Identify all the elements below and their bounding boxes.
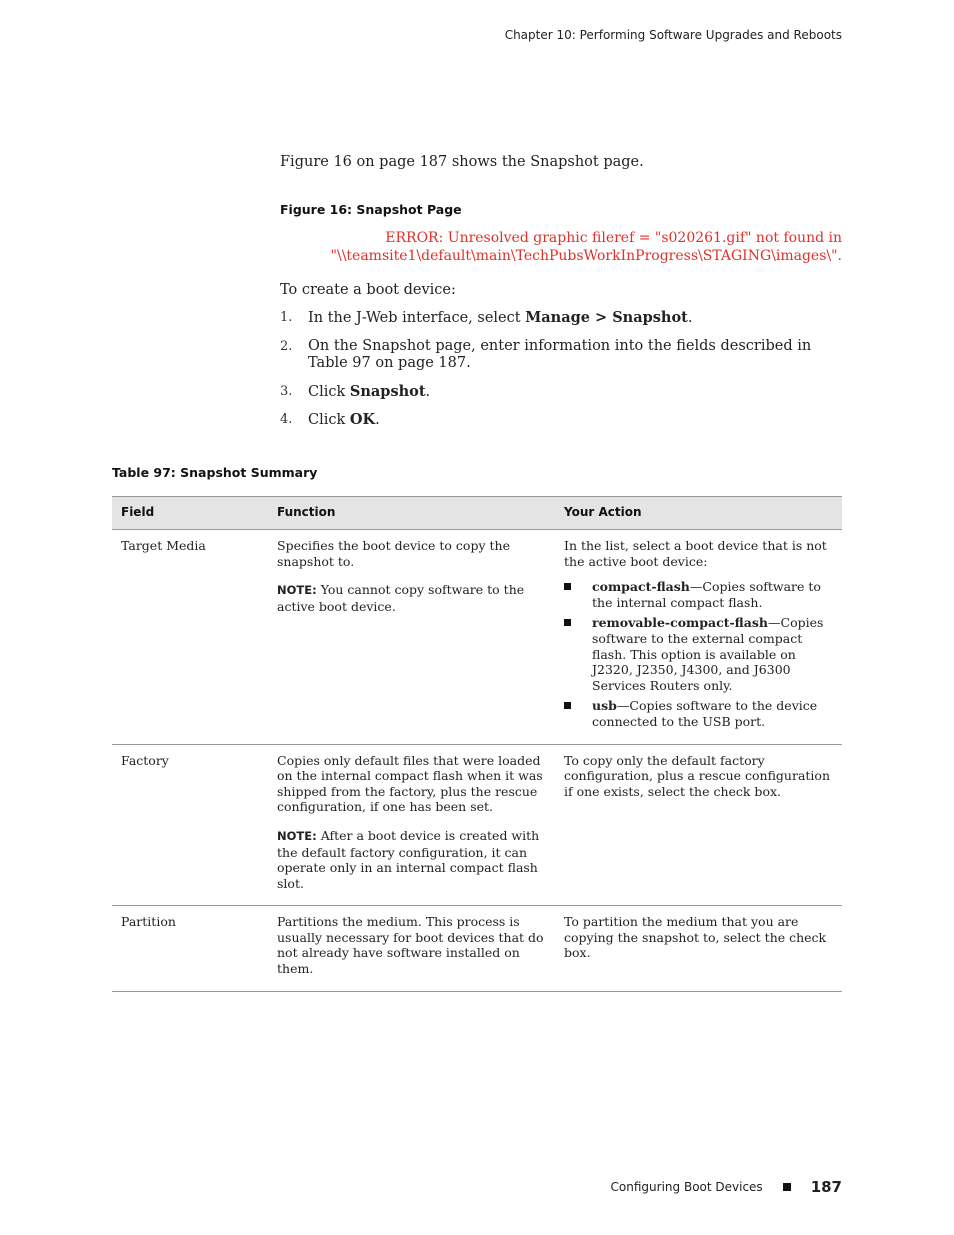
step-number: 4.: [280, 412, 293, 427]
bullet-square-icon: [564, 619, 571, 626]
cell-function: [268, 530, 555, 745]
bullet-square-icon: [564, 702, 571, 709]
step-2: [280, 338, 840, 372]
boot-device-options: [564, 579, 833, 729]
header-function: Function: [268, 497, 555, 530]
step-punct: .: [375, 412, 380, 428]
function-text: Copies only default files that were loaded on the internal compact flash when it was shipped from the factory, plus the rescue configuration, if one has been set.: [277, 752, 543, 815]
cell-field: Partition: [112, 906, 268, 991]
cell-action: To copy only the default factory configuration, plus a rescue configuration if one exists, select the check box.: [555, 744, 842, 906]
cell-field: Target Media: [112, 530, 268, 745]
step-number: 1.: [280, 310, 293, 325]
note-label: NOTE:: [277, 583, 317, 598]
intro-paragraph: Figure 16 on page 187 shows the Snapshot page.: [280, 154, 644, 170]
table-row: [112, 744, 842, 906]
note: [277, 828, 546, 891]
table-row: [112, 906, 842, 991]
header-field: Field: [112, 497, 268, 530]
running-header: Chapter 10: Performing Software Upgrades and Reboots: [504, 28, 842, 42]
note-label: NOTE:: [277, 828, 317, 843]
graphic-error-line-1: ERROR: Unresolved graphic fileref = "s020261.gif" not found in: [385, 230, 842, 246]
action-text: In the list, select a boot device that is not the active boot device:: [564, 538, 827, 569]
step-3: [280, 383, 840, 401]
function-text: Specifies the boot device to copy the snapshot to.: [277, 538, 510, 569]
cell-function: [268, 744, 555, 906]
step-punct: .: [425, 384, 431, 400]
option-term: removable-compact-flash: [592, 615, 768, 631]
list-item: [564, 579, 833, 610]
note: [277, 582, 546, 614]
cell-action: [555, 530, 842, 745]
option-term: compact-flash: [592, 579, 690, 595]
step-text: Click: [308, 384, 350, 400]
page-number: 187: [810, 1178, 842, 1196]
note-text: You cannot copy software to the active boot device.: [277, 582, 525, 614]
step-number: 3.: [280, 384, 293, 399]
cell-action: To partition the medium that you are copying the snapshot to, select the check box.: [555, 906, 842, 991]
table-row: [112, 530, 842, 745]
graphic-error-line-2: "\\teamsite1\default\main\TechPubsWorkInProgress\STAGING\images\".: [330, 247, 842, 264]
note-text: After a boot device is created with the default factory configuration, it can operate only in an internal compact flash slot.: [277, 827, 540, 891]
page-footer: [611, 1178, 842, 1196]
cell-field: Factory: [112, 744, 268, 906]
step-number: 2.: [280, 339, 293, 354]
option-desc: —Copies software to the internal compact flash.: [592, 579, 821, 610]
step-1: [280, 309, 840, 327]
option-desc: —Copies software to the external compact flash. This option is available on J2320, J2350, J4300, and J6300 Services Routers only.: [592, 615, 824, 693]
option-term: usb: [592, 698, 617, 714]
cell-function: Partitions the medium. This process is usually necessary for boot devices that do not already have software installed on them.: [268, 906, 555, 991]
bullet-square-icon: [564, 583, 571, 590]
footer-square-icon: [783, 1183, 791, 1191]
step-text: Click: [308, 412, 350, 428]
table-title: Table 97: Snapshot Summary: [112, 465, 318, 480]
step-text-line-1: On the Snapshot page, enter information into the fields described in: [308, 338, 812, 354]
list-item: [564, 615, 833, 693]
procedure-steps: [280, 309, 840, 429]
option-desc: —Copies software to the device connected to the USB port.: [592, 698, 818, 729]
step-ui-label: Snapshot: [349, 383, 426, 400]
footer-section-title: Configuring Boot Devices: [610, 1180, 763, 1194]
step-text: In the J-Web interface, select: [308, 310, 526, 326]
procedure-intro: To create a boot device:: [280, 282, 456, 298]
figure-title: Figure 16: Snapshot Page: [280, 202, 462, 217]
step-ui-label: Manage > Snapshot: [525, 309, 688, 326]
list-item: [564, 698, 833, 729]
graphic-error-message: [282, 230, 842, 265]
snapshot-summary-table: [112, 496, 842, 992]
header-your-action: Your Action: [555, 497, 842, 530]
step-4: [280, 411, 840, 429]
table-header-row: [112, 497, 842, 530]
step-ui-label: OK: [349, 411, 376, 428]
step-punct: .: [687, 310, 693, 326]
step-text-line-2: Table 97 on page 187.: [308, 355, 471, 371]
